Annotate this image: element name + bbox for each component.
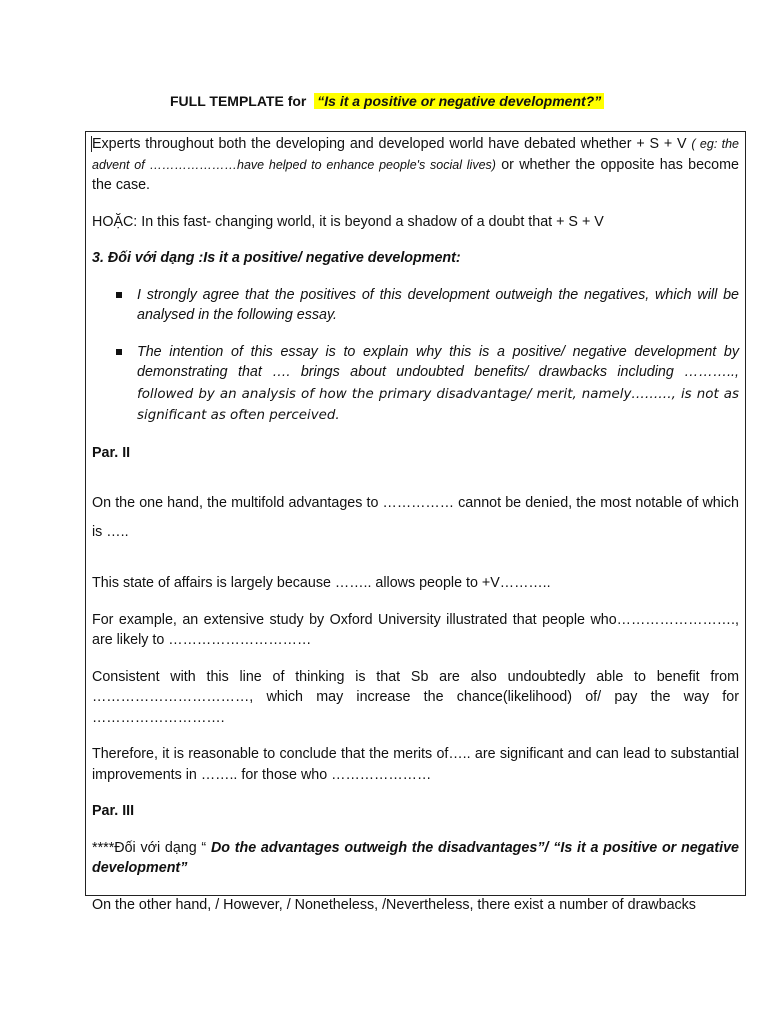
intro-end: or whether the opposite has become the case. <box>92 156 739 193</box>
section-heading-3: 3. Đối với dạng :Is it a positive/ negative development: <box>92 250 461 266</box>
form-note-mid: ”/ “ <box>537 839 561 856</box>
thesis-bullet-list <box>92 285 739 427</box>
thesis-bullet-2 <box>92 342 739 427</box>
example-paragraph: For example, an extensive study by Oxford University illustrated that people who……………………., are likely to ………………………… <box>92 611 739 648</box>
form-note-bold-1: Do the advantages outweigh the disadvantages <box>210 839 538 856</box>
section-heading-par2: Par. II <box>92 444 131 461</box>
state-paragraph: This state of affairs is largely because …….. allows people to +V……….. <box>92 575 551 591</box>
form-note-prefix: ****Đối với dạng “ <box>92 839 211 856</box>
section-heading-par3: Par. III <box>92 803 135 819</box>
template-box <box>85 131 746 913</box>
intro-example: ( eg: the advent of …………………have helped to enhance people's social lives) <box>92 137 739 172</box>
thesis-bullet-1 <box>92 285 739 326</box>
form-note-paragraph <box>92 838 739 879</box>
bullet-icon <box>116 349 122 355</box>
thesis-bullet-2-text-b: followed by an analysis of how the primary disadvantage/ merit, namely………, is not as significant as often perceived. <box>137 386 739 423</box>
title-prefix: FULL TEMPLATE for <box>170 93 307 109</box>
thesis-bullet-2-text-a: The intention of this essay is to explain why this is a positive/ negative development by demonstrating that …. brings about undoubted benefits/ drawbacks including ……….., <box>137 343 739 380</box>
intro-paragraph <box>92 134 739 196</box>
form-note-suffix: ” <box>180 860 188 876</box>
bullet-icon <box>116 292 122 298</box>
alt-intro-paragraph: HOẶC: In this fast- changing world, it is beyond a shadow of a doubt that + S + V <box>92 213 604 230</box>
template-content <box>92 134 739 915</box>
form-note-bold-2: Is it a positive or negative development <box>92 839 739 876</box>
intro-start: Experts throughout both the developing and developed world have debated whether + S + V <box>92 136 692 152</box>
consistent-paragraph: Consistent with this line of thinking is that Sb are also undoubtedly able to benefit from ……………………………, which may increase the chance(likelihood) of/ pay the way for ………………………. <box>92 668 739 726</box>
onehand-paragraph: On the one hand, the multifold advantages to …………… cannot be denied, the most notable of which is ….. <box>92 495 739 540</box>
document-title <box>170 93 604 109</box>
thesis-bullet-1-text: I strongly agree that the positives of this development outweigh the negatives, which will be analysed in the following essay. <box>137 286 739 323</box>
otherhand-paragraph: On the other hand, / However, / Nonetheless, /Nevertheless, there exist a number of drawbacks <box>92 896 696 913</box>
title-highlight: “Is it a positive or negative development?” <box>314 93 604 109</box>
therefore-paragraph: Therefore, it is reasonable to conclude that the merits of….. are significant and can lead to substantial improvements in …….. for those who ………………… <box>92 746 739 783</box>
